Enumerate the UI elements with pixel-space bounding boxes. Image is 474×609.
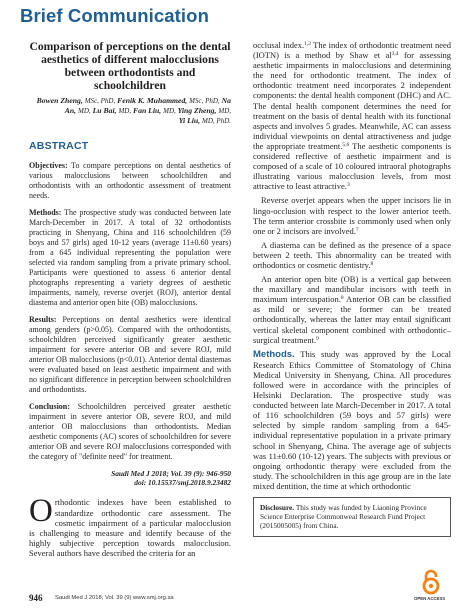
body-paragraph bbox=[253, 40, 451, 191]
author-name: Bowen Zheng, bbox=[36, 96, 83, 105]
reference-mark: 8 bbox=[340, 295, 344, 302]
text-run: The aesthetic components is considered reflective of aesthetic impairment and is composed of a scale of 10 coloured intraoral photographs illustrating various malocclusion levels, from most attractive to least attractive. bbox=[253, 140, 451, 192]
reference-mark: 7 bbox=[355, 226, 359, 233]
methods-text: The prospective study was conducted between late March-December in 2017. A total of 32 orthodontists practicing in Shenyang, China and 116 schoolchildren (59 boys and 57 girls) aged 10-12 years (average 11±0.60 years) from a 645 individual representing the population were selected via random sampling from a private primary school. Participants were questioned to assess 6 anterior dental photographs representing a variety degrees of aesthetic impairments, namely, reverse overjet (ROJ), anterior dental diastema and anterior open bite (OB) malocclusions. bbox=[29, 207, 232, 307]
objectives-text: To compare perceptions on dental aesthetics of various malocclusions between schoolchildren and orthodontists with an orthodontic assessment of treatment needs. bbox=[29, 160, 231, 200]
abstract-objectives bbox=[29, 161, 231, 201]
disclosure-label: Disclosure. bbox=[260, 503, 295, 513]
author-degree: MD, bbox=[78, 107, 91, 116]
author-name: Na An, bbox=[64, 96, 231, 116]
section-title: Brief Communication bbox=[20, 5, 209, 26]
conclusion-label: Conclusion: bbox=[29, 401, 70, 411]
introduction-paragraph bbox=[29, 493, 231, 558]
text-run: occlusal index. bbox=[253, 40, 305, 50]
author-degree: MD, bbox=[118, 107, 132, 116]
author-degree: MD, bbox=[218, 107, 231, 116]
text-run: An anterior open bite (OB) is a vertical gap between the maxillary and mandibular incisors with teeth in maximum intercuspation. bbox=[253, 274, 451, 305]
author-name: Fan Liu, bbox=[133, 106, 162, 116]
article-title: Comparison of perceptions on the dental aesthetics of different malocclusions between orthodontists and schoolchildren bbox=[29, 40, 231, 92]
methods-paragraph bbox=[253, 349, 451, 491]
open-access-icon bbox=[420, 569, 442, 595]
body-paragraph bbox=[253, 195, 451, 235]
citation-doi: doi: 10.15537/smj.2018.9.23482 bbox=[134, 478, 231, 488]
drop-cap: O bbox=[29, 493, 53, 530]
left-column bbox=[29, 40, 231, 558]
results-text: Perceptions on dental aesthetics were identical among genders (p>0.05). Compared with the orthodontists, schoolchildren perceived significantly greater aesthetic impairment for severe anterior OB and severe ROJ, mild anterior OB malocclusions (p<0.01). Anterior dental diastemas were evaluated based on least aesthetic impairment and with no significant difference in perception between schoolchildren and orthodontists. bbox=[29, 314, 232, 394]
page-footer bbox=[0, 591, 474, 609]
introduction-text: rthodontic indexes have been established to standardize orthodontic care assessment. The cosmetic impairment of a particular malocclusion is challenging to measure and identify because of the highly subjective perception towards malocclusion. Several authors have described the criteria for an bbox=[29, 497, 231, 558]
section-header bbox=[0, 0, 474, 31]
body-paragraph bbox=[253, 240, 451, 270]
author-degree: MD, bbox=[163, 107, 176, 116]
text-run: Reverse overjet appears when the upper incisors lie in lingo-occlusion with respect to the lower anterior teeth. The term anterior crossbite is commonly used when only one or 2 incisors are involved. bbox=[253, 195, 451, 236]
results-label: Results: bbox=[29, 314, 57, 324]
abstract-results bbox=[29, 315, 231, 395]
abstract-heading: ABSTRACT bbox=[29, 139, 89, 152]
author-name: Lu Bai, bbox=[92, 106, 117, 116]
text-run: The index of orthodontic treatment need (IOTN) is a method by Shaw et al bbox=[253, 40, 452, 61]
open-access-label: OPEN ACCESS bbox=[414, 596, 446, 601]
footer-journal: Saudi Med J 2018; Vol. 39 (9) www.smj.org.sa bbox=[55, 595, 174, 601]
text-run: Anterior OB can be classified as mild or severe; the former can be treated orthodontically, whereas the latter may entail significant vertical skeletal component combined with orthodontic–surgical treatment. bbox=[253, 294, 451, 345]
disclosure-text: This study was funded by Liaoning Province Science Enterprise Commonweal Research Fund Project (2015005005) from China. bbox=[260, 503, 427, 531]
author-degree: MSc, PhD, bbox=[189, 97, 220, 105]
reference-mark: 3 bbox=[346, 182, 350, 189]
methods-label: Methods: bbox=[29, 207, 62, 217]
conclusion-text: Schoolchildren perceived greater aesthetic impairment in severe anterior OB, severe ROJ, and mild anterior OB malocclusions than orthodontists. Median aesthetic components (AC) scores of schoolchildren for severe anterior OB and severe ROJ malocclusions corresponded with the category of "definite need" for treatment. bbox=[29, 401, 231, 461]
author-degree: MSc, PhD, bbox=[84, 97, 116, 105]
right-column bbox=[253, 40, 451, 537]
abstract-conclusion bbox=[29, 402, 231, 462]
reference-mark: 1,2 bbox=[304, 41, 312, 47]
reference-mark: 8 bbox=[370, 260, 374, 267]
article-citation bbox=[29, 469, 231, 488]
abstract-body bbox=[29, 161, 231, 462]
body-paragraph bbox=[253, 274, 451, 345]
reference-mark: 9 bbox=[316, 335, 319, 342]
disclosure-box bbox=[253, 497, 451, 537]
text-run: A diastema can be defined as the presence of a space between 2 teeth. This abnormality can be treated with orthodontics or cosmetic dentistry. bbox=[253, 239, 451, 270]
text-run: for assessing aesthetic impairments in malocclusions and determining the need for orthodontic treatment. The index of orthodontic treatment need incorporates 2 independent components: the dental health component (DHC) and AC. The dental health component determines the need for treatment on the basis of dental health with its functional aspects and involves 5 grades. Meanwhile, AC can assess individual viewpoints on dental attractiveness and judge the appropriate treatment. bbox=[253, 50, 451, 151]
author-name: Fenik K. Muhammed, bbox=[117, 96, 188, 105]
text-run: This study was approved by the Local Research Ethics Committee of Stomatology of China Medical University in Shenyang, China. All procedures followed were in accordance with the principles of Helsinki Declaration. The prospective study was conducted between late March-December in 2017. A total of 116 schoolchildren (59 boys and 57 girls) were selected by simple random sampling from a 645-individual representative population in a private primary school in Shenyang, China. The average age of subjects was 11±0.60 (10-12) years. The subjects with previous or ongoing orthodontic therapy were excluded from the study. The schoolchildren in this age group are in the late mixed dentition, the time at which orthodontic bbox=[253, 348, 451, 491]
citation-journal: Saudi Med J 2018; Vol. 39 (9): 946-950 bbox=[111, 468, 231, 478]
reference-mark: 5,6 bbox=[342, 141, 350, 148]
author-name: Yi Liu, bbox=[178, 116, 201, 126]
body-text bbox=[253, 40, 451, 491]
author-list bbox=[29, 96, 231, 127]
reference-mark: 3,4 bbox=[391, 51, 399, 58]
author-degree: MD, PhD. bbox=[202, 117, 231, 126]
methods-heading: Methods. bbox=[253, 348, 295, 360]
author-name: Ying Zheng, bbox=[177, 106, 217, 116]
objectives-label: Objectives: bbox=[29, 160, 68, 170]
abstract-methods bbox=[29, 208, 231, 308]
page-number: 946 bbox=[29, 593, 43, 603]
